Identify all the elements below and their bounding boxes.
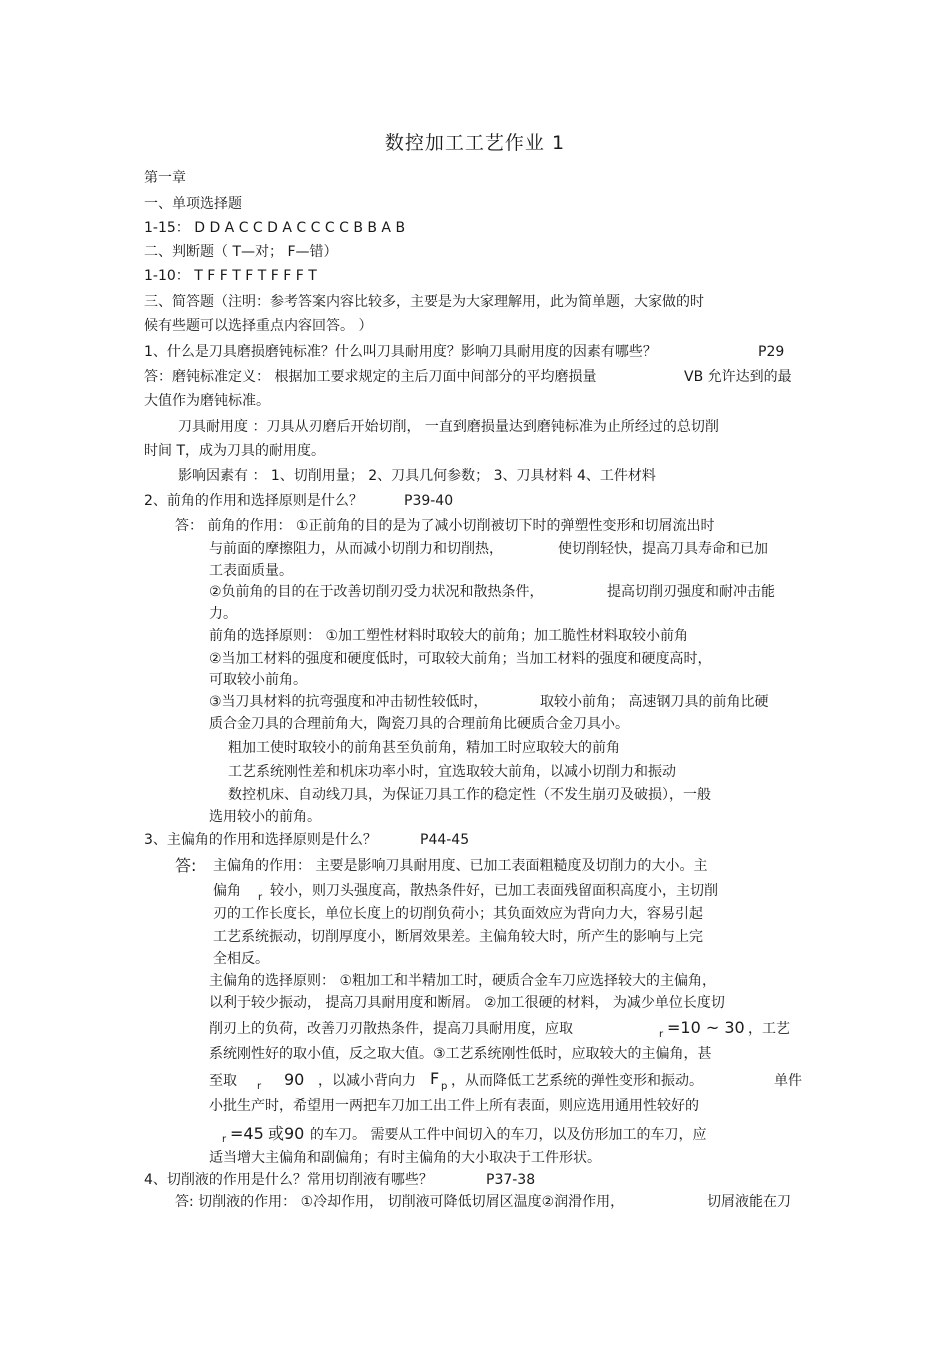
answer-line: 力。 bbox=[209, 606, 237, 622]
answer-line: 答: 切削液的作用： ①冷却作用， 切削液可降低切屑区温度②润滑作用， bbox=[175, 1194, 625, 1210]
subscript: r bbox=[258, 892, 263, 903]
section-heading: 一、单项选择题 bbox=[144, 196, 242, 212]
section-heading-cont: 候有些题可以选择重点内容回答。 ） bbox=[144, 318, 373, 334]
section-heading: 三、简答题（注明：参考答案内容比较多，主要是为大家理解用，此为简单题，大家做的时 bbox=[144, 294, 704, 310]
answer-line: 单件 bbox=[774, 1073, 802, 1089]
answer-line: 较小，则刀头强度高，散热条件好，已加工表面残留面积高度小，主切削 bbox=[270, 883, 718, 899]
answer-line: 以利于较少振动， 提高刀具耐用度和断屑。 ②加工很硬的材料， 为减少单位长度切 bbox=[209, 995, 725, 1011]
answer-line: 工艺系统刚性差和机床功率小时，宜选取较大前角，以减小切削力和振动 bbox=[228, 764, 676, 780]
page-ref: P44-45 bbox=[420, 832, 470, 848]
answer-line: 切屑液能在刀 bbox=[707, 1194, 791, 1210]
answer-line: ，从而降低工艺系统的弹性变形和振动。 bbox=[451, 1073, 703, 1089]
answer-line: 至取 bbox=[209, 1073, 237, 1089]
subscript: r bbox=[222, 1134, 227, 1145]
answer-line: 主偏角的作用： 主要是影响刀具耐用度、已加工表面粗糙度及切削力的大小。主 bbox=[213, 858, 708, 874]
answer-line: 与前面的摩擦阻力，从而减小切削力和切削热， bbox=[209, 541, 503, 557]
answer-line: ②负前角的目的在于改善切削刃受力状况和散热条件， bbox=[209, 584, 544, 600]
answer-line: 粗加工使时取较小的前角甚至负前角，精加工时应取较大的前角 bbox=[228, 740, 620, 756]
answer-line: ②当加工材料的强度和硬度低时，可取较大前角；当加工材料的强度和硬度高时， bbox=[209, 651, 712, 667]
answer-line: 工表面质量。 bbox=[209, 563, 293, 579]
subscript: r bbox=[257, 1081, 262, 1092]
answer-label: 答: bbox=[175, 856, 197, 875]
answer-line: 适当增大主偏角和副偏角；有时主偏角的大小取决于工件形状。 bbox=[209, 1150, 601, 1166]
answer-line: ，以减小背向力 bbox=[318, 1073, 416, 1089]
answer-line: 时间 T，成为刀具的耐用度。 bbox=[144, 443, 326, 459]
answer-line: 答：磨钝标准定义： 根据加工要求规定的主后刀面中间部分的平均磨损量 bbox=[144, 369, 597, 385]
answer-line: 全相反。 bbox=[213, 951, 269, 967]
answer-line: 可取较小前角。 bbox=[209, 672, 307, 688]
answer-line: 答： 前角的作用： ①正前角的目的是为了减小切削被切下时的弹塑性变形和切屑流出时 bbox=[175, 518, 715, 534]
subscript: r bbox=[659, 1029, 664, 1040]
answer-line: 小批生产时，希望用一两把车刀加工出工件上所有表面，则应选用通用性较好的 bbox=[209, 1098, 699, 1114]
question-4: 4、切削液的作用是什么？常用切削液有哪些？ bbox=[144, 1172, 433, 1188]
answer-line: 使切削轻快，提高刀具寿命和已加 bbox=[558, 541, 768, 557]
answer-line: 削刃上的负荷，改善刀刃散热条件，提高刀具耐用度，应取 bbox=[209, 1021, 573, 1037]
answer-line: 选用较小的前角。 bbox=[209, 809, 321, 825]
formula: =45 bbox=[230, 1124, 264, 1143]
answer-line: 前角的选择原则： ①加工塑性材料时取较大的前角；加工脆性材料取较小前角 bbox=[209, 628, 688, 644]
page-ref: P39-40 bbox=[404, 493, 454, 509]
formula: 90 bbox=[284, 1070, 305, 1089]
answer-line: 的车刀。 需要从工件中间切入的车刀，以及仿形加工的车刀，应 bbox=[310, 1127, 707, 1143]
answer-key: 1-15： D D A C C D A C C C C B B A B bbox=[144, 220, 406, 236]
answer-line: 偏角 bbox=[213, 883, 241, 899]
answer-key: 1-10： T F F T F T F F F T bbox=[144, 268, 317, 284]
answer-line: ，工艺 bbox=[748, 1021, 790, 1037]
answer-line: 数控机床、自动线刀具，为保证刀具工作的稳定性（不发生崩刃及破损），一般 bbox=[228, 787, 711, 803]
section-heading: 二、判断题（ T—对； F—错） bbox=[144, 244, 338, 260]
question-2: 2、前角的作用和选择原则是什么？ bbox=[144, 493, 363, 509]
answer-line: 刃的工作长度长，单位长度上的切削负荷小；其负面效应为背向力大，容易引起 bbox=[213, 906, 703, 922]
page-ref: P37-38 bbox=[486, 1172, 536, 1188]
subscript: p bbox=[441, 1081, 448, 1092]
answer-line: 大值作为磨钝标准。 bbox=[144, 393, 270, 409]
answer-line: 工艺系统振动，切削厚度小，断屑效果差。主偏角较大时，所产生的影响与上完 bbox=[213, 929, 703, 945]
answer-line: 取较小前角； 高速钢刀具的前角比硬 bbox=[540, 694, 769, 710]
question-1: 1、什么是刀具磨损磨钝标准？什么叫刀具耐用度？影响刀具耐用度的因素有哪些？ bbox=[144, 344, 657, 360]
answer-line: 主偏角的选择原则： ①粗加工和半精加工时，硬质合金车刀应选择较大的主偏角， bbox=[209, 973, 716, 989]
formula: 或90 bbox=[268, 1124, 305, 1143]
answer-line: 影响因素有 ： 1、切削用量； 2、刀具几何参数； 3、刀具材料 4、工件材料 bbox=[178, 468, 656, 484]
chapter-heading: 第一章 bbox=[144, 170, 186, 186]
answer-line: 质合金刀具的合理前角大，陶瓷刀具的合理前角比硬质合金刀具小。 bbox=[209, 716, 629, 732]
answer-line: ③当刀具材料的抗弯强度和冲击韧性较低时， bbox=[209, 694, 488, 710]
formula: =10 ~ 30 bbox=[667, 1018, 745, 1037]
answer-line: 系统刚性好的取小值，反之取大值。③工艺系统刚性低时，应取较大的主偏角，甚 bbox=[209, 1046, 712, 1062]
question-3: 3、主偏角的作用和选择原则是什么？ bbox=[144, 832, 377, 848]
page-ref: P29 bbox=[758, 344, 785, 360]
document-title: 数控加工工艺作业 1 bbox=[384, 132, 566, 154]
answer-line: 提高切削刃强度和耐冲击能 bbox=[607, 584, 775, 600]
answer-line: 刀具耐用度 ：刀具从刃磨后开始切削， 一直到磨损量达到磨钝标准为止所经过的总切削 bbox=[178, 419, 719, 435]
answer-line: VB 允许达到的最 bbox=[684, 369, 792, 385]
formula: F bbox=[430, 1069, 440, 1088]
